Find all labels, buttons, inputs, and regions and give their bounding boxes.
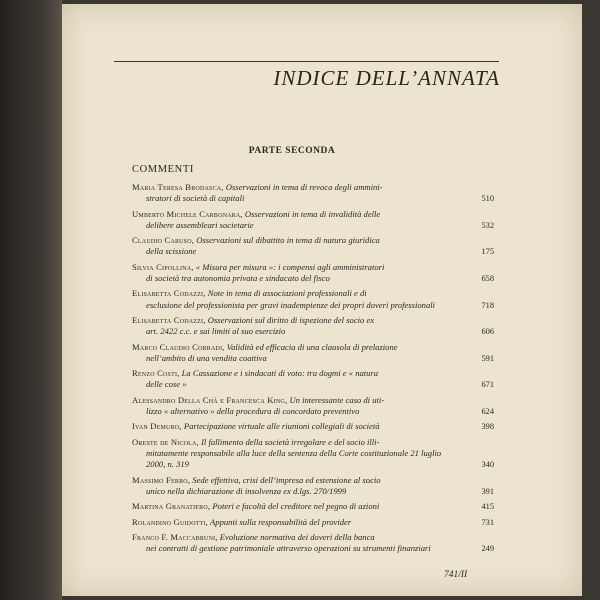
entry-first-line [132, 342, 458, 353]
entry-author: Umberto Michele Carbonara, [132, 208, 243, 219]
index-entry [132, 262, 494, 284]
entry-first-line [132, 517, 458, 528]
entry-author: Elisabetta Codazzi, [132, 288, 206, 299]
entry-title: Osservazioni in tema di invalidità delle [242, 208, 381, 219]
entry-title-continuation: unico nella dichiarazione di insolvenza ex d.lgs. 270/1999 [146, 485, 347, 496]
entry-page-number: 731 [481, 517, 494, 527]
entry-page-number: 249 [481, 544, 494, 554]
index-entry [132, 288, 494, 310]
index-entry [132, 421, 494, 432]
section-title: PARTE SECONDA [248, 146, 336, 156]
entry-page-number: 340 [481, 460, 494, 470]
entry-title: La Cassazione e i sindacati di voto: tra dogmi e « natura [179, 368, 379, 379]
page-header-title: INDICE DELL’ANNATA [273, 66, 500, 90]
index-entry [132, 235, 494, 257]
index-entry [132, 395, 494, 417]
entry-title-continuation: stratori di società di capitali [146, 193, 245, 204]
entry-first-line [132, 532, 458, 543]
entry-first-line [132, 315, 458, 326]
entry-page-number: 671 [481, 380, 494, 390]
entry-page-number: 532 [481, 220, 494, 230]
index-entry [132, 209, 494, 231]
index-entries [132, 182, 494, 559]
entry-page-number: 718 [481, 300, 494, 310]
index-entry [132, 501, 494, 512]
index-entry [132, 368, 494, 390]
entry-author: Elisabetta Codazzi, [132, 314, 206, 325]
entry-title: Un interessante caso di uti- [287, 394, 385, 405]
entry-title: Osservazioni sul dibattito in tema di natura giuridica [194, 235, 380, 246]
entry-title-continuation: art. 2422 c.c. e sui limiti al suo esercizio [146, 326, 286, 337]
entry-title: Osservazioni in tema di revoca degli ammini- [223, 182, 383, 192]
index-entry [132, 342, 494, 364]
category-heading: COMMENTI [132, 164, 194, 175]
entry-first-line [132, 421, 458, 432]
entry-title: Appunti sulla responsabilità del provider [208, 516, 352, 527]
entry-author: Renzo Costi, [132, 368, 180, 379]
entry-title-continuation: nell’ambito di una vendita coattiva [146, 352, 267, 363]
entry-author: Maria Teresa Brodasca, [132, 182, 224, 192]
entry-page-number: 415 [481, 502, 494, 512]
index-entry [132, 315, 494, 337]
entry-first-line [132, 475, 458, 486]
entry-first-line [132, 501, 458, 512]
entry-title: Validità ed efficacia di una clausola di prelazione [224, 341, 398, 352]
index-entry [132, 532, 494, 554]
entry-author: Ivan Demuro, [132, 421, 182, 432]
entry-title: Il fallimento della società irregolare e del socio illi- [198, 436, 380, 447]
entry-title: Osservazioni sul diritto di ispezione del socio ex [205, 314, 375, 325]
entry-page-number: 175 [481, 247, 494, 257]
book-spine-shadow [0, 0, 62, 600]
entry-page-number: 398 [481, 422, 494, 432]
entry-author: Alessandro Della Chà e Francesca King, [132, 394, 288, 405]
entry-title: Partecipazione virtuale alle riunioni collegiali di società [181, 421, 380, 432]
entry-page-number: 591 [481, 353, 494, 363]
entry-title-continuation: delibere assembleari societarie [146, 219, 254, 230]
entry-title-continuation: nei contratti di gestione patrimoniale attraverso operazioni su strumenti finanziari [146, 543, 431, 554]
entry-first-line [132, 437, 458, 448]
entry-first-line [132, 368, 458, 379]
entry-first-line [132, 288, 458, 299]
entry-first-line [132, 395, 458, 406]
entry-author: Silvia Cipollina, [132, 261, 194, 272]
entry-page-number: 658 [481, 273, 494, 283]
entry-title: « Misura per misura »: i compensi agli amministratori [193, 261, 385, 272]
entry-page-number: 624 [481, 406, 494, 416]
entry-title-continuation: di società tra autonomia privata e sindacato del fisco [146, 272, 330, 283]
entry-title: Sede effettiva, crisi dell’impresa ed estensione al socio [190, 474, 381, 485]
entry-first-line [132, 235, 458, 246]
entry-author: Martina Granatiero, [132, 501, 211, 512]
entry-title: Poteri e facoltà del creditore nel pegno di azioni [210, 501, 380, 512]
entry-page-number: 391 [481, 486, 494, 496]
entry-title-continuation: della scissione [146, 246, 197, 257]
entry-author: Rolandino Guidotti, [132, 516, 209, 527]
index-entry [132, 437, 494, 471]
entry-page-number: 606 [481, 327, 494, 337]
entry-title-continuation: esclusione del professionista per gravi inadempienze dei propri doveri professionali [146, 299, 436, 310]
entry-author: Oreste de Nicola, [132, 436, 199, 447]
entry-title-continuation: mitatamente responsabile alla luce della sentenza della Corte costituzionale 21 luglio 2000, n. 319 [146, 447, 442, 470]
entry-title: Note in tema di associazioni professionali e di [205, 288, 367, 299]
entry-first-line [132, 182, 458, 193]
entry-author: Claudio Caruso, [132, 235, 195, 246]
entry-author: Marco Claudio Corradi, [132, 341, 225, 352]
entry-first-line [132, 209, 458, 220]
entry-title-continuation: delle cose » [146, 379, 187, 390]
entry-first-line [132, 262, 458, 273]
index-entry [132, 182, 494, 204]
index-entry [132, 517, 494, 528]
entry-page-number: 510 [481, 194, 494, 204]
entry-author: Massimo Ferro, [132, 474, 191, 485]
entry-author: Franco F. Maccabruni, [132, 531, 218, 542]
index-entry [132, 475, 494, 497]
header-rule [114, 61, 499, 62]
footer-code: 741/II [444, 570, 468, 580]
entry-title-continuation: lizzo « alternativo » della procedura di concordato preventivo [146, 405, 360, 416]
entry-title: Evoluzione normativa dei doveri della banca [217, 531, 375, 542]
book-page [62, 4, 582, 596]
